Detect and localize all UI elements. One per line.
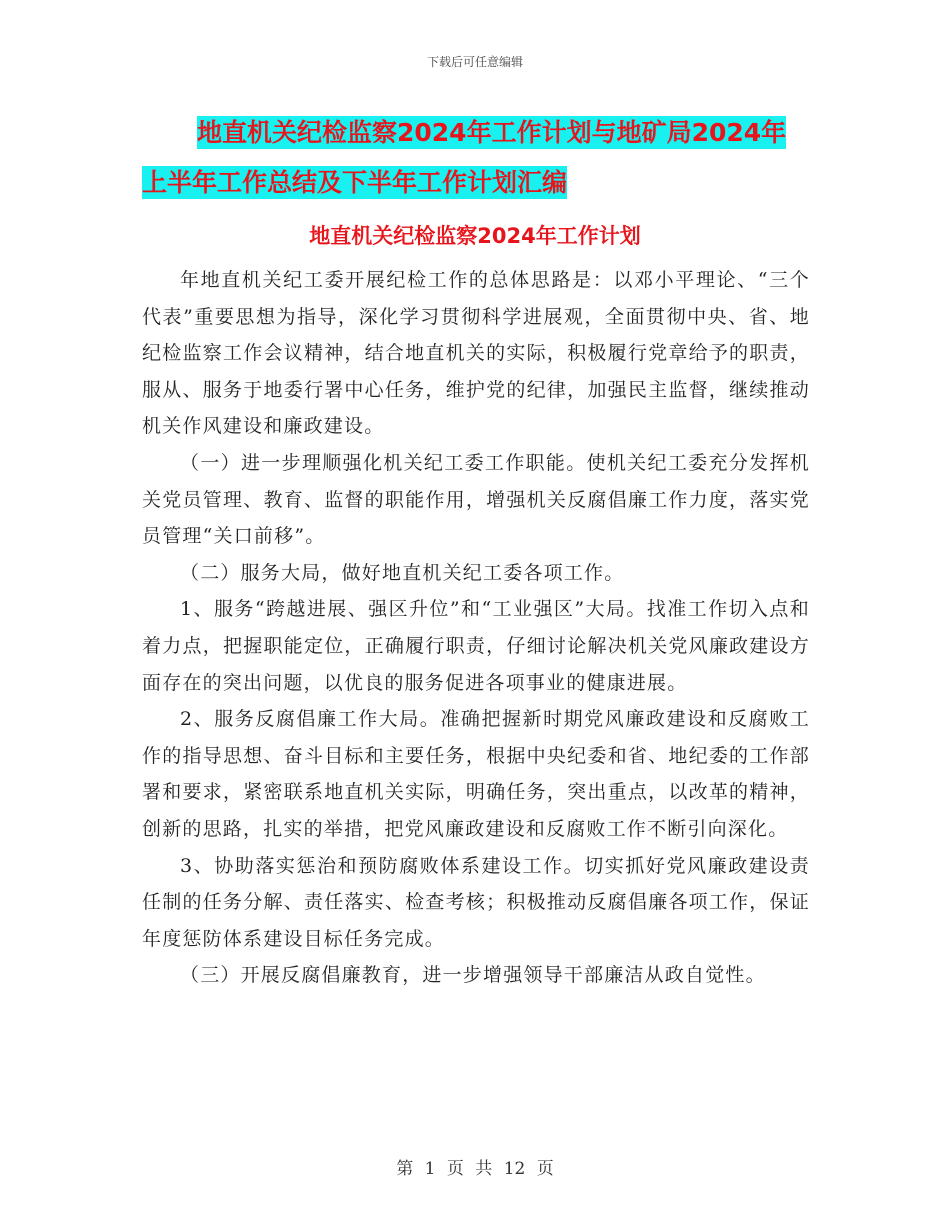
page-number-footer: 第 1 页 共 12 页 xyxy=(396,1159,554,1179)
title-line-1-text: 地直机关纪检监察2024年工作计划与地矿局2024年 xyxy=(197,118,787,147)
paragraph-section-3: （三）开展反腐倡廉教育，进一步增强领导干部廉洁从政自觉性。 xyxy=(180,964,766,987)
body-text xyxy=(142,262,810,994)
paragraph-item-1: 1、服务“跨越进展、强区升位”和“工业强区”大局。找准工作切入点和着力点，把握职能定位，正确履行职责，仔细讨论解决机关党风廉政建设方面存在的突出问题，以优良的服务促进各项事业的健康进展。 xyxy=(142,598,810,694)
paragraph-section-1: （一）进一步理顺强化机关纪工委工作职能。使机关纪工委充分发挥机关党员管理、教育、监督的职能作用，增强机关反腐倡廉工作力度，落实党员管理“关口前移”。 xyxy=(142,451,810,548)
header-note: 下载后可任意编辑 xyxy=(426,55,523,69)
title-line-2-text: 上半年工作总结及下半年工作计划汇编 xyxy=(142,168,568,197)
title-line-2 xyxy=(142,158,822,208)
paragraph-item-3: 3、协助落实惩治和预防腐败体系建设工作。切实抓好党风廉政建设责任制的任务分解、责任落实、检查考核；积极推动反腐倡廉各项工作，保证年度惩防体系建设目标任务完成。 xyxy=(142,854,810,950)
paragraph-section-2: （二）服务大局，做好地直机关纪工委各项工作。 xyxy=(180,561,625,584)
section-title: 地直机关纪检监察2024年工作计划 xyxy=(309,224,641,248)
paragraph-intro: 年地直机关纪工委开展纪检工作的总体思路是：以邓小平理论、“三个代表”重要思想为指导，深化学习贯彻科学进展观，全面贯彻中央、省、地纪检监察工作会议精神，结合地直机关的实际，积极履行党章给予的职责，服从、服务于地委行署中心任务，维护党的纪律，加强民主监督，继续推动机关作风建设和廉政建设。 xyxy=(142,269,810,438)
title-line-1 xyxy=(142,108,822,158)
document-title xyxy=(142,108,822,208)
paragraph-item-2: 2、服务反腐倡廉工作大局。准确把握新时期党风廉政建设和反腐败工作的指导思想、奋斗目标和主要任务，根据中央纪委和省、地纪委的工作部署和要求，紧密联系地直机关实际，明确任务，突出重点，以改革的精神，创新的思路，扎实的举措，把党风廉政建设和反腐败工作不断引向深化。 xyxy=(142,708,810,840)
